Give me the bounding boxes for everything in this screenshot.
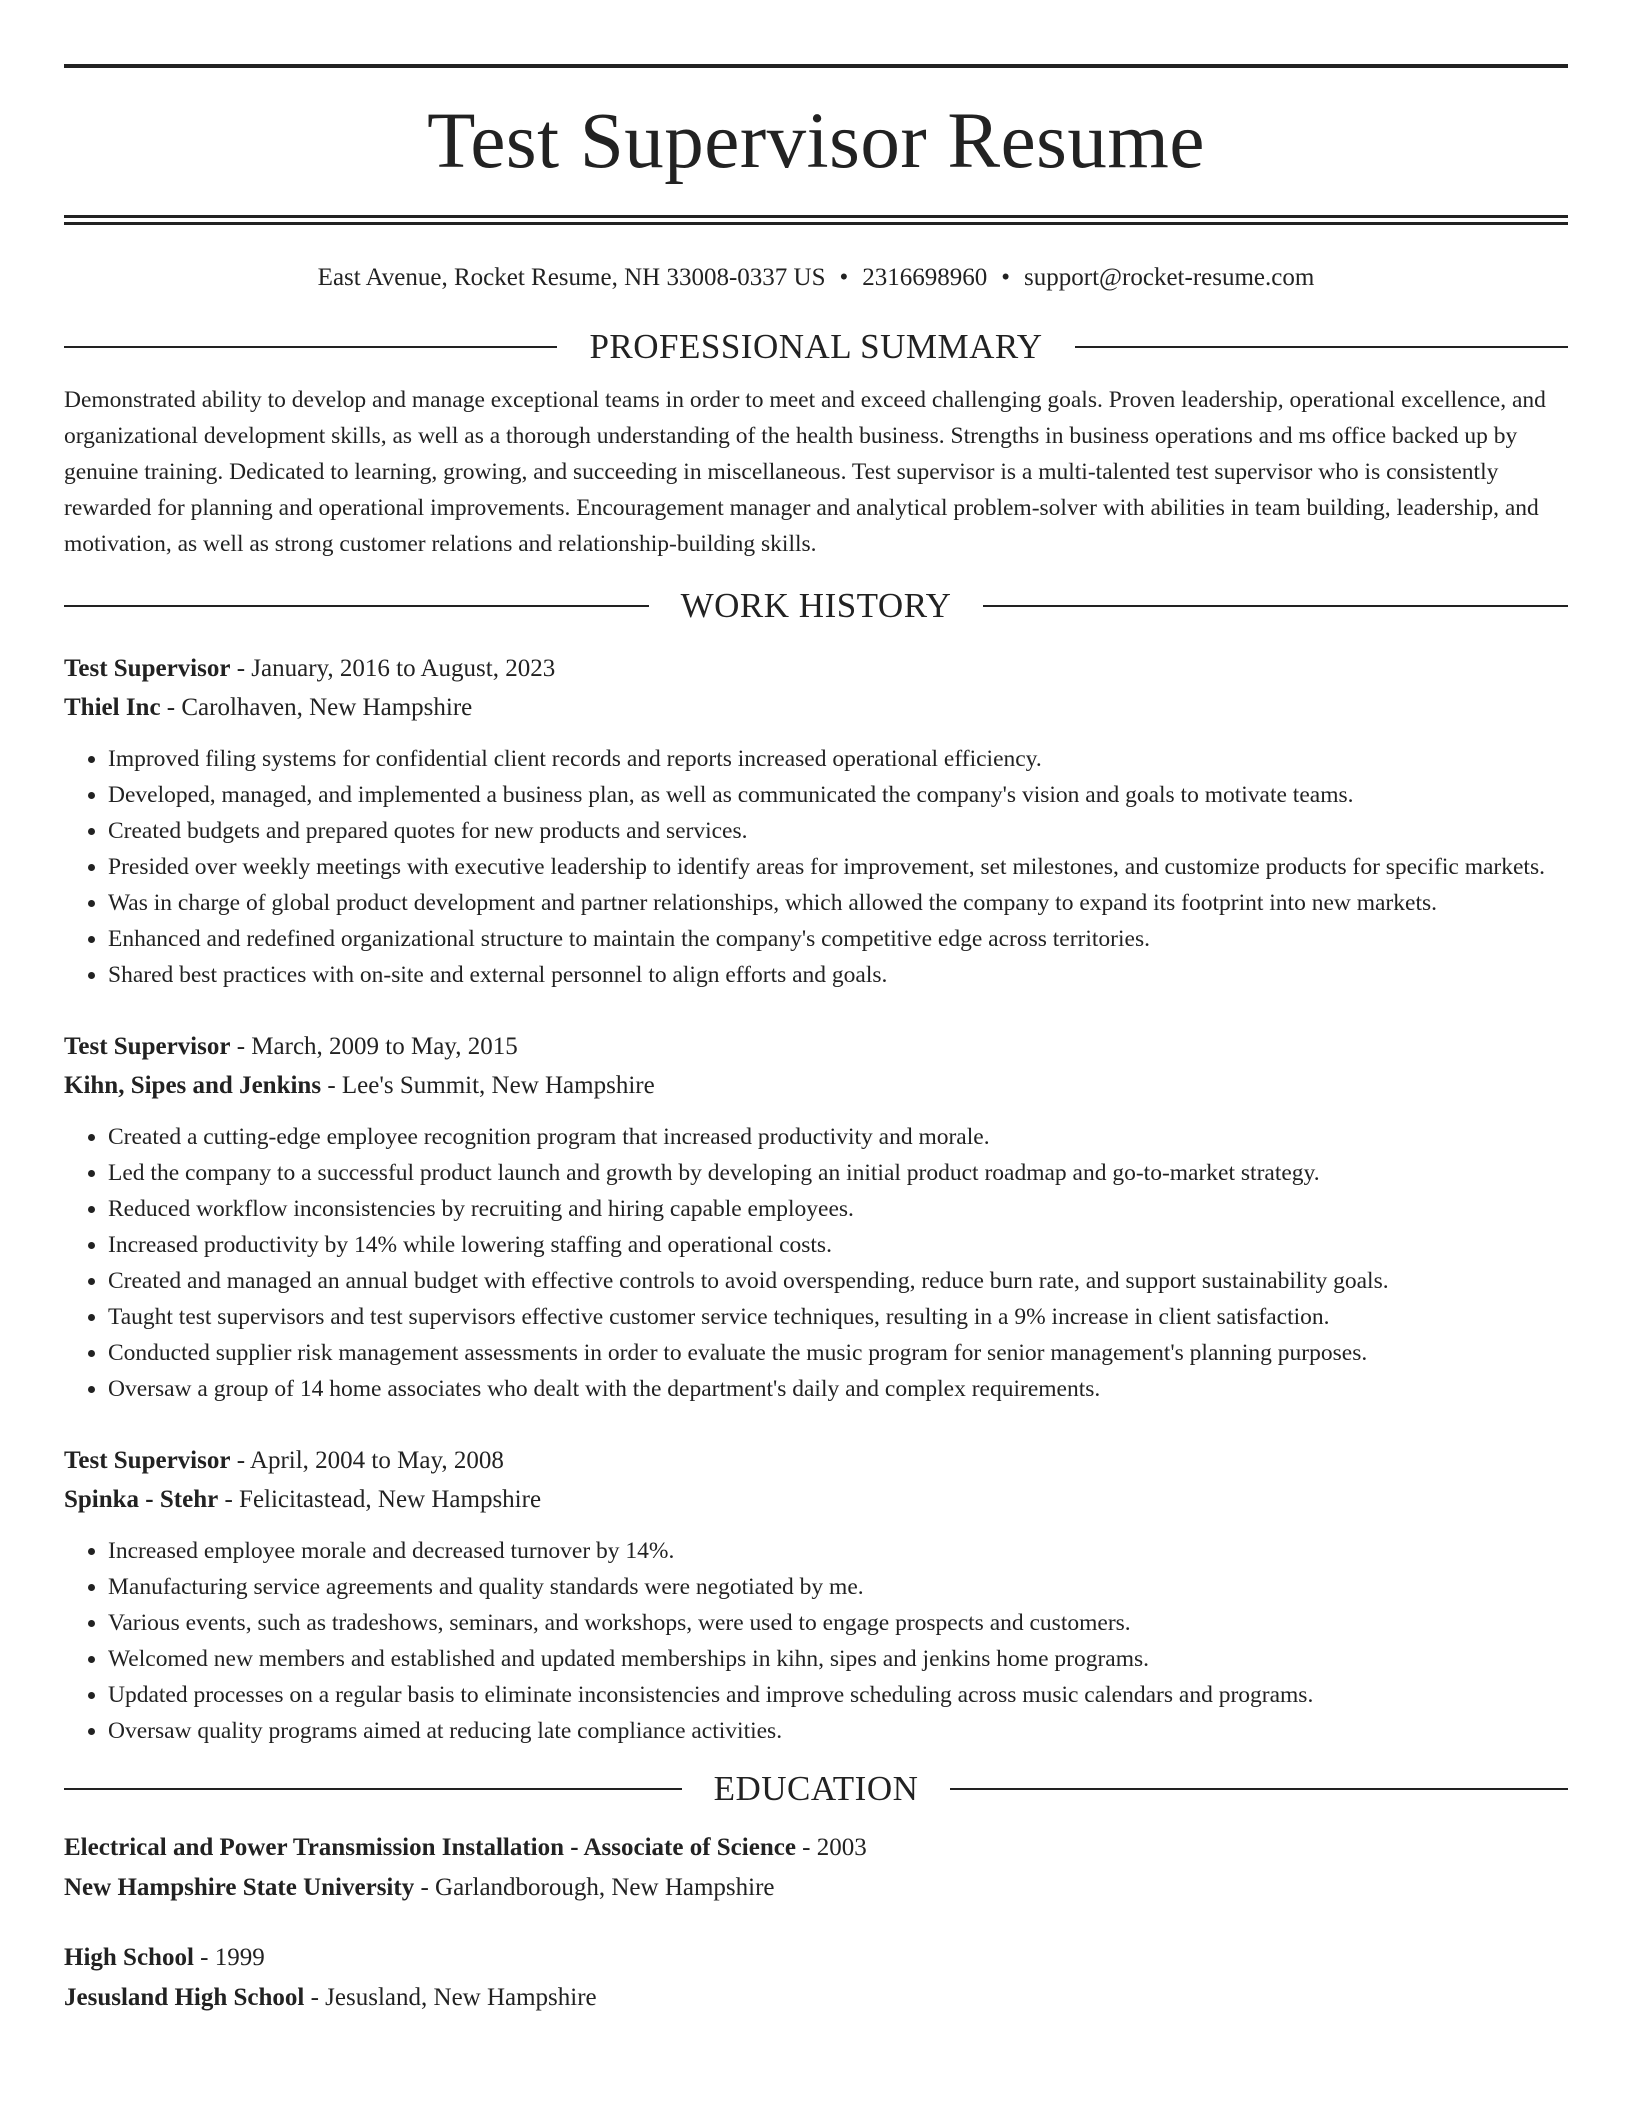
work-heading-row: [64, 588, 1568, 623]
job-bullet: • Created budgets and prepared quotes for new products and services.: [108, 813, 1568, 849]
education-heading-row: [64, 1771, 1568, 1806]
job-bullet-list: [64, 741, 1568, 993]
school-line: [64, 1978, 1568, 2018]
education-list: [64, 1828, 1568, 2018]
job-title-line: [64, 1441, 1568, 1480]
job-entry: [64, 1027, 1568, 1407]
heading-rule-right: [1075, 346, 1568, 348]
job-bullet: • Led the company to a successful product launch and growth by developing an initial product roadmap and go-to-market strategy.: [108, 1155, 1568, 1191]
job-title-line: [64, 1027, 1568, 1066]
job-title-line: [64, 649, 1568, 688]
contact-separator: •: [839, 264, 849, 291]
contact-address: East Avenue, Rocket Resume, NH 33008-0337 US: [317, 264, 826, 291]
education-heading: EDUCATION: [713, 1769, 919, 1808]
degree-line: [64, 1938, 1568, 1978]
contact-separator: •: [1001, 264, 1011, 291]
job-company-line: [64, 1480, 1568, 1519]
school-location: - Garlandborough, New Hampshire: [414, 1874, 775, 1901]
degree-line: [64, 1828, 1568, 1868]
job-dates: - January, 2016 to August, 2023: [230, 655, 556, 682]
job-bullet: • Created a cutting-edge employee recognition program that increased productivity and morale.: [108, 1119, 1568, 1155]
job-location: - Felicitastead, New Hampshire: [218, 1486, 542, 1513]
degree-name: High School: [64, 1944, 194, 1971]
heading-rule-right: [950, 1788, 1568, 1790]
job-entry: [64, 1441, 1568, 1749]
heading-rule-right: [983, 605, 1568, 607]
job-bullet: • Shared best practices with on-site and external personnel to align efforts and goals.: [108, 957, 1568, 993]
school-line: [64, 1868, 1568, 1908]
job-title: Test Supervisor: [64, 1447, 231, 1474]
job-bullet-list: [64, 1533, 1568, 1749]
work-heading: WORK HISTORY: [680, 586, 952, 625]
school-location: - Jesusland, New Hampshire: [304, 1984, 597, 2011]
job-dates: - March, 2009 to May, 2015: [230, 1033, 518, 1060]
job-company-line: [64, 1066, 1568, 1105]
job-bullet: • Updated processes on a regular basis to eliminate inconsistencies and improve scheduling across music calendars and programs.: [108, 1677, 1568, 1713]
job-location: - Lee's Summit, New Hampshire: [321, 1072, 655, 1099]
job-bullet: • Reduced workflow inconsistencies by recruiting and hiring capable employees.: [108, 1191, 1568, 1227]
summary-text: Demonstrated ability to develop and manage exceptional teams in order to meet and exceed challenging goals. Proven leadership, operational excellence, and organizational development skills, as well as a thorough understanding of the health business. Strengths in business operations and ms office backed up by genuine training. Dedicated to learning, growing, and succeeding in miscellaneous. Test supervisor is a multi-talented test supervisor who is consistently rewarded for planning and operational improvements. Encouragement manager and analytical problem-solver with abilities in team building, leadership, and motivation, as well as strong customer relations and relationship-building skills.: [64, 387, 1546, 557]
job-bullet: • Various events, such as tradeshows, seminars, and workshops, were used to engage prospects and customers.: [108, 1605, 1568, 1641]
job-bullet: • Created and managed an annual budget with effective controls to avoid overspending, reduce burn rate, and support sustainability goals.: [108, 1263, 1568, 1299]
summary-heading-row: [64, 329, 1568, 364]
job-bullet: • Enhanced and redefined organizational structure to maintain the company's competitive edge across territories.: [108, 921, 1568, 957]
job-title: Test Supervisor: [64, 1033, 231, 1060]
job-company-line: [64, 688, 1568, 727]
heading-rule-left: [64, 605, 649, 607]
work-history-list: [64, 649, 1568, 1749]
job-bullet: • Oversaw quality programs aimed at reducing late compliance activities.: [108, 1713, 1568, 1749]
degree-year: - 2003: [795, 1834, 867, 1861]
job-bullet: • Increased employee morale and decreased turnover by 14%.: [108, 1533, 1568, 1569]
heading-rule-left: [64, 346, 557, 348]
contact-email: support@rocket-resume.com: [1024, 264, 1315, 291]
job-bullet-list: [64, 1119, 1568, 1407]
job-dates: - April, 2004 to May, 2008: [230, 1447, 504, 1474]
degree-year: - 1999: [193, 1944, 265, 1971]
job-company: Thiel Inc: [64, 694, 161, 721]
job-location: - Carolhaven, New Hampshire: [160, 694, 473, 721]
job-bullet: • Developed, managed, and implemented a business plan, as well as communicated the company's vision and goals to motivate teams.: [108, 777, 1568, 813]
job-company: Spinka - Stehr: [64, 1486, 219, 1513]
education-entry: [64, 1938, 1568, 2018]
degree-name: Electrical and Power Transmission Installation - Associate of Science: [64, 1834, 796, 1861]
summary-heading: PROFESSIONAL SUMMARY: [589, 327, 1043, 366]
job-bullet: • Oversaw a group of 14 home associates who dealt with the department's daily and complex requirements.: [108, 1371, 1568, 1407]
heading-rule-left: [64, 1788, 682, 1790]
school-name: New Hampshire State University: [64, 1874, 415, 1901]
job-bullet: • Welcomed new members and established and updated memberships in kihn, sipes and jenkins home programs.: [108, 1641, 1568, 1677]
job-bullet: • Increased productivity by 14% while lowering staffing and operational costs.: [108, 1227, 1568, 1263]
top-rule: [64, 64, 1568, 68]
school-name: Jesusland High School: [64, 1984, 305, 2011]
education-entry: [64, 1828, 1568, 1908]
job-bullet: • Manufacturing service agreements and quality standards were negotiated by me.: [108, 1569, 1568, 1605]
job-bullet: • Improved filing systems for confidential client records and reports increased operational efficiency.: [108, 741, 1568, 777]
contact-phone: 2316698960: [862, 264, 988, 291]
job-company: Kihn, Sipes and Jenkins: [64, 1072, 322, 1099]
page-title: Test Supervisor Resume: [427, 98, 1205, 185]
job-bullet: • Conducted supplier risk management assessments in order to evaluate the music program for senior management's planning purposes.: [108, 1335, 1568, 1371]
job-bullet: • Taught test supervisors and test supervisors effective customer service techniques, resulting in a 9% increase in client satisfaction.: [108, 1299, 1568, 1335]
job-title: Test Supervisor: [64, 655, 231, 682]
resume-page: [64, 64, 1568, 2018]
contact-line: [64, 263, 1568, 293]
job-bullet: • Was in charge of global product development and partner relationships, which allowed the company to expand its footprint into new markets.: [108, 885, 1568, 921]
title-double-rule: [64, 215, 1568, 225]
job-entry: [64, 649, 1568, 993]
job-bullet: • Presided over weekly meetings with executive leadership to identify areas for improvement, set milestones, and customize products for specific markets.: [108, 849, 1568, 885]
